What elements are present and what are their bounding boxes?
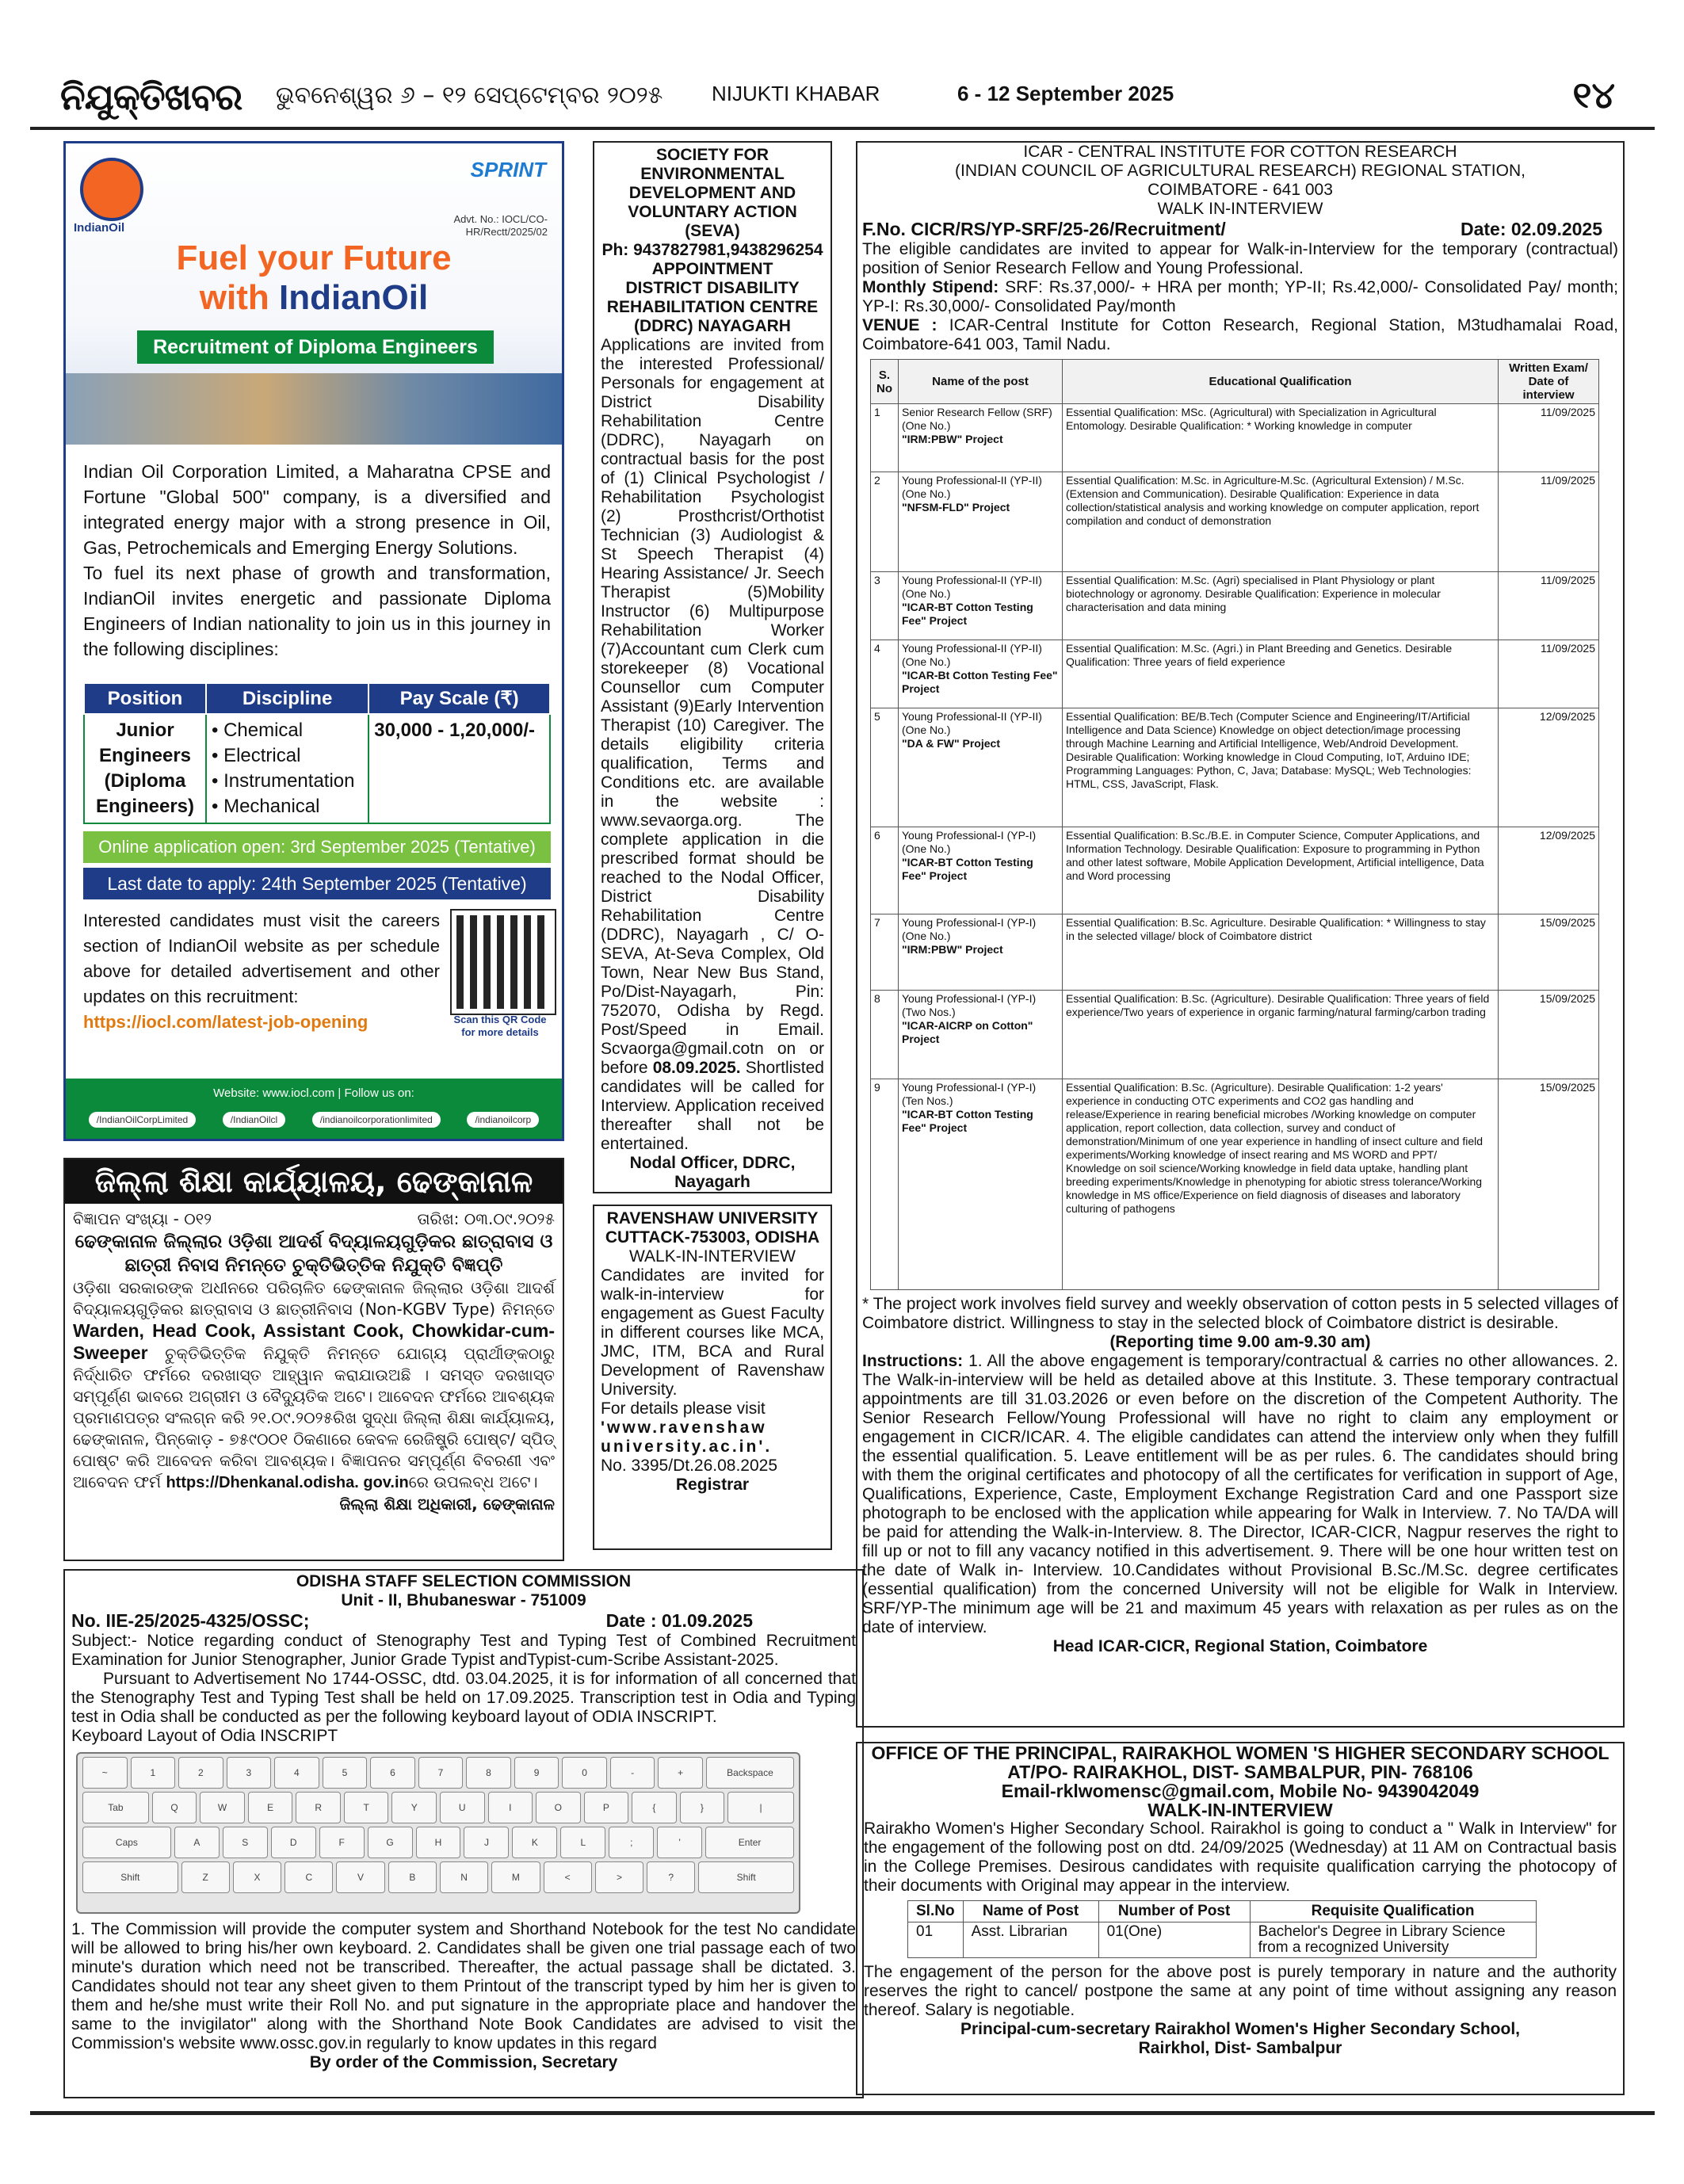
key: M [491,1861,540,1893]
odia-inscript-keyboard [76,1752,800,1914]
discipline-item: • Electrical [212,745,301,766]
rairakhol-notice [856,1742,1625,2095]
key: T [344,1792,389,1823]
row-sno: 2 [871,472,899,572]
row-post [899,640,1063,708]
key: H [416,1827,461,1858]
ossc-kbd-label: Keyboard Layout of Odia INSCRIPT [71,1727,338,1745]
key: 6 [370,1757,415,1789]
instagram-link[interactable]: /indianoilcorp [467,1112,539,1128]
iocl-last-date: Last date to apply: 24th September 2025 (Tentative) [83,868,551,899]
key: R [296,1792,341,1823]
row-date: 15/09/2025 [1499,914,1599,991]
ossc-subject: Subject:- Notice regarding conduct of Stenography Test and Typing Test of Combined Recruitment Examination for Junior Stenographer, Junior Grade Typist andTypist-cum-Scribe Assistant-2025. [71,1632,856,1669]
table-row [871,991,1599,1079]
icar-reporting: (Reporting time 9.00 am-9.30 am) [1109,1333,1371,1351]
key: ~ [82,1757,128,1789]
key: F [319,1827,365,1858]
key: N [440,1861,488,1893]
row-date: 12/09/2025 [1499,708,1599,827]
cell-slno: 01 [908,1922,964,1958]
key-enter: Enter [705,1827,794,1858]
row-sno: 1 [871,404,899,472]
ossc-body-2: 1. The Commission will provide the computer system and Shorthand Notebook for the test No candidate will be allowed to bring his/her own keyboard. 2. Candidates shall be given one trial passage each of two minute's duration which need not be transcribed. Thereafter, the actual passage shall be dictated. 3. Candidates should not tear any sheet given to them Printout of the transcript typed by him her is given to them and he/she must write their Roll No. and put signature in the appropriate place and handover the same to the invigilator" along with the Shorthand Note Book Candidates are advised to visit the Commission's website www.ossc.gov.in regularly to know updates in this regard [71,1920,856,2052]
col-position: Position [84,683,206,714]
table-row [871,572,1599,640]
iocl-website: Website: www.iocl.com | Follow us on: [213,1086,414,1100]
ravenshaw-details: For details please visit [601,1399,766,1418]
key: Q [152,1792,197,1823]
icar-ref-row [862,219,1618,240]
seva-title: SOCIETY FOR ENVIRONMENTAL DEVELOPMENT AND VOLUNTARY ACTION (SEVA) [628,146,797,240]
social-links [75,1112,552,1128]
icar-posts-table [870,359,1599,1290]
x-link[interactable]: /IndianOilcl [223,1112,285,1128]
ossc-ref-row [71,1610,753,1632]
post-project: "IRM:PBW" Project [902,943,1003,956]
sprint-logo: SPRINT [470,158,546,181]
row-post [899,827,1063,914]
seva-centre: DISTRICT DISABILITY REHABILITATION CENTRE (DDRC) NAYAGARH [606,279,819,335]
col-qualification: Educational Qualification [1063,360,1499,404]
iocl-headline [66,239,562,318]
row-qualification: Essential Qualification: B.Sc. (Agriculture). Desirable Qualification: 1-2 years' experience in conducting OTC experiments and CO2 gas handling and release/Experience in rearing beneficial microbes /Working knowledge on computer application, report collection, data collection, survey and conduct of demonstration/Minimum of one year experience in handling of insect culture and field experiments/Working knowledge of insect rearing and MS WORD and PPT/ Knowledge on soil science/Working knowledge in field data uptake, handling plant breeding experiments/Knowledge in phenotyping for abiotic stress tolerance/Working knowledge in MS office/Experience on field diagnosis of diseases and laboratory culturing of pathogens [1063,1079,1499,1290]
icar-note: * The project work involves field survey and weekly observation of cotton pests in 5 selected villages of Coimbatore district. Willingness to stay in the selected block of Coimbatore district is desirable. [862,1295,1618,1332]
col-interview-date: Written Exam/ Date of interview [1499,360,1599,404]
row-date: 11/09/2025 [1499,640,1599,708]
icar-title-2: (INDIAN COUNCIL OF AGRICULTURAL RESEARCH) REGIONAL STATION, [955,162,1526,180]
key: 0 [562,1757,607,1789]
cell-number: 01(One) [1098,1922,1250,1958]
dhenkanal-posts: Warden, Head Cook, Assistant Cook, Chowkidar-cum-Sweeper [73,1320,555,1363]
ossc-date: Date : 01.09.2025 [605,1610,753,1631]
rai-title-2: AT/PO- RAIRAKHOL, DIST- SAMBALPUR, PIN- 768106 [1007,1762,1473,1782]
iocl-headline-brand: IndianOil [278,278,429,317]
row-qualification: Essential Qualification: B.Sc./B.E. in Computer Science, Computer Applications, and Information Technology. Desirable Qualification: Exposure to programming in Python and other latest software, Mobile Application Development, Artificial intelligence, Data and Word processing [1063,827,1499,914]
post-name: Young Professional-I (YP-I) (One No.) [902,829,1037,855]
key: X [233,1861,281,1893]
key: 7 [418,1757,464,1789]
key: < [544,1861,592,1893]
row-date: 15/09/2025 [1499,1079,1599,1290]
youtube-link[interactable]: /indianoilcorporationlimited [312,1112,441,1128]
key-tab: Tab [82,1792,149,1823]
rai-walkin: WALK-IN-INTERVIEW [1147,1800,1333,1820]
post-name: Young Professional-II (YP-II) (One No.) [902,710,1042,736]
row-post [899,708,1063,827]
iocl-visit-text [83,908,440,1035]
ravenshaw-sign: Registrar [675,1476,750,1494]
row-date: 11/09/2025 [1499,472,1599,572]
rai-note: The engagement of the person for the above post is purely temporary in nature and the authority reserves the right to cancel/ postpone the same at any point of time without assigning any reason thereof. Salary is negotiable. [864,1963,1617,2019]
dhenkanal-title: ଜିଲ୍ଲା ଶିକ୍ଷା କାର୍ଯ୍ୟାଳୟ, ଢେଙ୍କାନାଳ [65,1159,563,1204]
dhenkanal-body [65,1204,563,1520]
rai-sign-1: Principal-cum-secretary Rairakhol Women's Higher Secondary School, [960,2020,1520,2038]
keyboard-row-1 [78,1754,799,1789]
post-project: "DA & FW" Project [902,737,1000,750]
row-sno: 9 [871,1079,899,1290]
refinery-illustration [66,373,562,445]
post-name: Young Professional-II (YP-II) (One No.) [902,574,1042,600]
ravenshaw-body: Candidates are invited for walk-in-interview for engagement as Guest Faculty in different courses like MCA, JMC, ITM, BCA and Rural Development of Ravenshaw University. [601,1266,824,1399]
discipline-item: • Mechanical [212,796,320,817]
iocl-intro: Indian Oil Corporation Limited, a Maharatna CPSE and Fortune "Global 500" company, is a diversified and integrated energy major with a strong presence in Oil, Gas, Petrochemicals and Emerging Energy Solutions. [83,461,551,558]
icar-venue [862,316,1618,354]
iocl-headline-2 [66,278,562,318]
ossc-no: No. IIE-25/2025-4325/OSSC; [71,1610,310,1631]
key: D [271,1827,316,1858]
icar-notice [856,141,1625,1728]
key: 3 [227,1757,272,1789]
discipline-cell [206,714,368,823]
key: 5 [323,1757,368,1789]
col-discipline: Discipline [206,683,368,714]
icar-sign: Head ICAR-CICR, Regional Station, Coimbatore [1052,1637,1428,1655]
row-date: 11/09/2025 [1499,572,1599,640]
ossc-unit: Unit - II, Bhubaneswar - 751009 [341,1591,586,1609]
key: - [610,1757,655,1789]
icar-venue-text: ICAR-Central Institute for Cotton Research, Regional Station, M3tudhamalai Road, Coimbatore-641 003, Tamil Nadu. [862,316,1618,353]
key: C [284,1861,333,1893]
seva-appointment: APPOINTMENT [651,260,773,278]
pay-scale-cell: 30,000 - 1,20,000/- [368,714,550,823]
dhenkanal-subject: ଢେଙ୍କାନାଳ ଜିଲ୍ଲାର ଓଡ଼ିଶା ଆଦର୍ଶ ବିଦ୍ୟାଳୟଗୁଡ଼ିକର ଛାତ୍ରାବାସ ଓ ଛାତ୍ରୀ ନିବାସ ନିମନ୍ତେ ଚୁକ୍ତିଭିତ୍ତିକ ନିଯୁକ୍ତି ବିଜ୍ଞପ୍ତି [74,1231,553,1276]
post-project: "ICAR-BT Cotton Testing Fee" Project [902,1108,1033,1134]
ossc-sign: By order of the Commission, Secretary [309,2053,618,2071]
ravenshaw-title-2: CUTTACK-753003, ODISHA [605,1228,820,1247]
row-qualification: Essential Qualification: B.Sc. Agriculture. Desirable Qualification: * Willingness to stay in the selected village/ block of Coimbatore district [1063,914,1499,991]
dhenkanal-date: ତାରିଖ: ୦୩.୦୯.୨୦୨୫ [417,1209,555,1228]
post-project: "ICAR-AICRP on Cotton" Project [902,1019,1033,1045]
key: 8 [466,1757,511,1789]
row-qualification: Essential Qualification: M.Sc. (Agri) specialised in Plant Physiology or plant biotechnology or agronomy. Desirable Qualification: Experience in molecular characterisation and data mining [1063,572,1499,640]
iocl-headline-1: Fuel your Future [176,239,452,277]
dhenkanal-sign: ଜିଲ୍ଲା ଶିକ୍ଷା ଅଧିକାରୀ, ଢେଙ୍କାନାଳ [339,1495,555,1514]
masthead-date: 6 - 12 September 2025 [957,82,1174,105]
col-number: Number of Post [1098,1901,1250,1922]
key: 4 [274,1757,319,1789]
row-post [899,472,1063,572]
icar-date: Date: 02.09.2025 [1460,219,1602,239]
table-row [871,914,1599,991]
seva-body-text: Applications are invited from the interested Professional/ Personals for engagement at District Disability Rehabilitation Centre (DDRC), Nayagarh on contractual basis for the post of (1) Clinical Psychologist / Rehabilitation Psychologist (2) Prosthcrist/Orthotist Technician (3) Audiologist & St Speech Therapist (4) Hearing Assistance/ Jr. Seech Therapist (5)Mobility Instructor (6) Multipurpose Rehabilitation Worker (7)Accountant cum Clerk cum storekeeper (8) Vocational Counsellor cum Computer Assistant (9)Early Intervention Therapist (10) Caregiver. The details eligibility criteria qualification, Terms and Conditions etc. are available in the website : www.sevaorga.org. The complete application in die prescribed format should be reached to the Nodal Officer, District Disability Rehabilitation Centre (DDRC), Nayagarh , C/ O-SEVA, At-Seva Complex, Old Town, Near New Bus Stand, Po/Dist-Nayagarh, Pin: 752070, Odisha by Regd. Post/Speed in Email. Scvaorga@gmail.cotn on or before [601,336,824,1077]
key: K [512,1827,557,1858]
key: 1 [131,1757,176,1789]
seva-deadline: 08.09.2025. [652,1059,741,1077]
post-project: "IRM:PBW" Project [902,433,1003,445]
rai-sign-2: Rairkhol, Dist- Sambalpur [1138,2039,1342,2057]
iocl-position-table [83,682,551,824]
key: S [223,1827,268,1858]
ossc-notice [63,1569,864,2098]
keyboard-row-4 [78,1858,799,1893]
post-project: "ICAR-BT Cotton Testing Fee" Project [902,601,1033,627]
dhenkanal-text-3: ରେ ଉପଲବ୍ଧ ଅଟେ। [408,1472,538,1491]
facebook-link[interactable]: /IndianOilCorpLimited [89,1112,196,1128]
dhenkanal-text-2: ଚୁକ୍ତିଭିତ୍ତିକ ନିଯୁକ୍ତି ନିମନ୍ତେ ଯୋଗ୍ୟ ପ୍ରାର୍ଥୀଙ୍କଠାରୁ ନିର୍ଦ୍ଧାରିତ ଫର୍ମରେ ଦରଖାସ୍ତ ଆହ୍ୱାନ କରାଯାଉଅଛି । ସମସ୍ତ ଦରଖାସ୍ତ ସମ୍ପୂର୍ଣ୍ଣ ଭାବରେ ଅଗ୍ରୀମ ଓ ବୈଦ୍ୟୁତିକ ଅଟେ। ଆବେଦନ ଫର୍ମରେ ଆବଶ୍ୟକ ପ୍ରମାଣପତ୍ର ସଂଲଗ୍ନ କରି ୨୧.୦୯.୨୦୨୫ରିଖ ସୁଦ୍ଧା ଜିଲ୍ଲା ଶିକ୍ଷା କାର୍ଯ୍ୟାଳୟ, ଢେଙ୍କାନାଳ, ପିନ୍‌କୋଡ଼ - ୭୫୯୦୦୧ ଠିକଣାରେ କେବଳ ରେଜିଷ୍ଟ୍ରି ପୋଷ୍ଟ/ ସ୍ପିଡ୍ ପୋଷ୍ଟ କରି ଆବେଦନ କରିବା ଆବଶ୍ୟକ। ବିଜ୍ଞାପନର ସମ୍ପୂର୍ଣ୍ଣ ବିବରଣୀ ଏବଂ ଆବେଦନ ଫର୍ମ [73,1344,555,1491]
dhenkanal-notice [63,1158,564,1561]
iocl-banner: Recruitment of Diploma Engineers [137,330,494,364]
post-name: Young Professional-I (YP-I) (One No.) [902,916,1037,942]
masthead-logo: ନିଯୁକ୍ତିଖବର [60,75,242,118]
qr-caption: Scan this QR Code for more details [453,1014,547,1038]
ravenshaw-walkin: WALK-IN-INTERVIEW [628,1247,796,1266]
icar-instr-label: Instructions: [862,1352,964,1370]
key: Z [181,1861,230,1893]
seva-sign-2: Nayagarh [674,1173,750,1191]
icar-stipend-label: Monthly Stipend: [862,278,999,296]
dhenkanal-link[interactable]: https://Dhenkanal.odisha. gov.in [166,1474,409,1491]
row-sno: 4 [871,640,899,708]
iocl-advertisement [63,141,564,1141]
qr-code-icon[interactable] [452,911,555,1014]
iocl-body [83,459,551,662]
table-row [908,1922,1537,1958]
page-bottom-rule [30,2111,1655,2115]
post-project: "NFSM-FLD" Project [902,501,1010,514]
key: ' [657,1827,702,1858]
table-row [871,1079,1599,1290]
post-name: Young Professional-I (YP-I) (Ten Nos.) [902,1081,1037,1107]
row-sno: 7 [871,914,899,991]
iocl-application-open: Online application open: 3rd September 2025 (Tentative) [83,831,551,863]
col-post: Name of the post [899,360,1063,404]
table-row [871,708,1599,827]
key: 9 [514,1757,559,1789]
ossc-title: ODISHA STAFF SELECTION COMMISSION [296,1572,632,1590]
col-name: Name of Post [963,1901,1098,1922]
dhenkanal-body-1 [73,1277,555,1494]
row-post [899,914,1063,991]
row-date: 11/09/2025 [1499,404,1599,472]
row-date: 12/09/2025 [1499,827,1599,914]
key: U [440,1792,485,1823]
col-slno: Sl.No [908,1901,964,1922]
keyboard-row-2 [78,1789,799,1823]
key: W [200,1792,245,1823]
icar-title-3: COIMBATORE - 641 003 [1147,181,1333,199]
ravenshaw-title-1: RAVENSHAW UNIVERSITY [606,1209,819,1228]
key: ; [609,1827,654,1858]
seva-notice [593,141,832,1193]
cell-name: Asst. Librarian [963,1922,1098,1958]
icar-intro: The eligible candidates are invited to appear for Walk-in-Interview for the temporary (contractual) position of Senior Research Fellow and Young Professional. [862,240,1618,277]
masthead-paper-name: NIJUKTI KHABAR [712,82,880,105]
table-row [871,472,1599,572]
dhenkanal-ref-row [73,1208,555,1230]
key: L [560,1827,605,1858]
table-row [871,827,1599,914]
icar-walkin: WALK IN-INTERVIEW [1157,200,1323,218]
key: E [248,1792,293,1823]
table-row [871,640,1599,708]
key-caps: Caps [82,1827,171,1858]
icar-instructions [862,1352,1618,1637]
discipline-item: • Chemical [212,720,304,741]
icar-stipend-text: SRF: Rs.37,000/- + HRA per month; YP-II; Rs.42,000/- Consolidated Pay/ month; YP-I: Rs.30,000/- Consolidated Pay/month [862,278,1618,315]
col-qualification: Requisite Qualification [1250,1901,1536,1922]
key: ? [647,1861,695,1893]
col-sno: S. No [871,360,899,404]
iocl-footer [66,1079,562,1141]
icar-stipend [862,278,1618,316]
key: O [536,1792,581,1823]
key: > [595,1861,643,1893]
ravenshaw-ref: No. 3395/Dt.26.08.2025 [601,1457,778,1475]
iocl-advt-no: Advt. No.: IOCL/CO-HR/Rectt/2025/02 [453,213,548,238]
row-qualification: Essential Qualification: BE/B.Tech (Computer Science and Engineering/IT/Artificial Intelligence and Data Science) Knowledge on object detection/image processing through Machine Learning and Artificial Intelligence, Web/Android Development. Desirable Qualification: Working knowledge in Cloud Computing, IoT, Arduino IDE; Programming Languages: Python, C, Java; Database: MySQL; Web Technologies: HTML, CSS, JavaScript, Flask. [1063,708,1499,827]
keyboard-row-3 [78,1823,799,1858]
row-post [899,404,1063,472]
seva-body [601,336,824,1154]
key: P [584,1792,629,1823]
position-cell: Junior Engineers (Diploma Engineers) [84,714,206,823]
row-qualification: Essential Qualification: MSc. (Agricultural) with Specialization in Agricultural Entomology. Desirable Qualification: * Working knowledge in computer [1063,404,1499,472]
key: B [388,1861,437,1893]
key-backspace: Backspace [706,1757,794,1789]
key: } [680,1792,725,1823]
iocl-invite: To fuel its next phase of growth and transformation, IndianOil invites energetic and passionate Diploma Engineers of Indian nationality to join us in this journey in the following disciplines: [83,563,551,659]
key: { [632,1792,677,1823]
key: + [658,1757,703,1789]
ravenshaw-site[interactable]: 'www.ravenshaw university.ac.in'. [601,1418,773,1456]
discipline-item: • Instrumentation [212,770,355,792]
row-sno: 3 [871,572,899,640]
ravenshaw-notice [593,1205,832,1550]
icar-venue-label: VENUE : [862,316,937,334]
seva-sign-1: Nodal Officer, DDRC, [629,1154,796,1172]
rai-email: Email-rklwomensc@gmail.com, Mobile No- 9439042049 [1001,1781,1480,1801]
page-number: ୧୪ [1572,74,1615,116]
dhenkanal-text-1: ଓଡ଼ିଶା ସରକାରଙ୍କ ଅଧୀନରେ ପରିଚାଳିତ ଢେଙ୍କାନାଳ ଜିଲ୍ଲାର ଓଡ଼ିଶା ଆଦର୍ଶ ବିଦ୍ୟାଳୟଗୁଡ଼ିକର ଛାତ୍ରାବାସ ଓ ଛାତ୍ରୀନିବାସ (Non-KGBV Type) ନିମନ୍ତେ [73,1278,555,1319]
rai-body: Rairakho Women's Higher Secondary School. Rairakhol is going to conduct a " Walk in Interview" for the engagement of the following post on dtd. 24/09/2025 (Wednesday) at 11 AM on Contractual basis in the College Premises. Desirous candidates with requisite qualification carrying the photocopy of their documents with Original may appear in the interview. [864,1819,1617,1895]
row-post [899,1079,1063,1290]
iocl-headline-2-pre: with [199,278,279,317]
iocl-visit-body: Interested candidates must visit the careers section of IndianOil website as per schedule above for detailed advertisement and other updates on this recruitment: [83,911,440,1006]
iocl-logo-text: IndianOil [74,221,125,235]
rai-post-table [907,1900,1537,1958]
key-shift: Shift [698,1861,794,1893]
post-project: "ICAR-BT Cotton Testing Fee" Project [902,856,1033,882]
key: V [336,1861,384,1893]
rai-title-1: OFFICE OF THE PRINCIPAL, RAIRAKHOL WOMEN 'S HIGHER SECONDARY SCHOOL [871,1743,1610,1763]
seva-phone: Ph: 9437827981,9438296254 [601,241,823,259]
indianoil-logo-icon [80,158,143,221]
row-qualification: Essential Qualification: B.Sc. (Agriculture). Desirable Qualification: Three years of field experience/Two years of experience in organic farming/natural farming/carbon trading [1063,991,1499,1079]
key: G [368,1827,413,1858]
post-name: Young Professional-I (YP-I) (Two Nos.) [902,992,1037,1018]
key: Y [391,1792,437,1823]
post-name: Senior Research Fellow (SRF) (One No.) [902,406,1052,432]
key: 2 [178,1757,223,1789]
ossc-body-1: Pursuant to Advertisement No 1744-OSSC, dtd. 03.04.2025, it is for information of all concerned that the Stenography Test and Typing Test shall be held on 17.09.2025. Transcription test in Odia and Typing test in Odia shall be conducted as per the following keyboard layout of ODIA INSCRIPT. [71,1670,856,1726]
row-post [899,991,1063,1079]
cell-qualification: Bachelor's Degree in Library Science from a recognized University [1250,1922,1536,1958]
key: A [174,1827,220,1858]
row-qualification: Essential Qualification: M.Sc. (Agri.) in Plant Breeding and Genetics. Desirable Qualification: Three years of field experience [1063,640,1499,708]
table-row [871,404,1599,472]
row-post [899,572,1063,640]
post-name: Young Professional-II (YP-II) (One No.) [902,474,1042,500]
masthead [30,75,1655,123]
row-qualification: Essential Qualification: M.Sc. in Agriculture-M.Sc. (Agricultural Extension) / M.Sc. (Extension and Communication). Desirable Qualification: Experience in data collection/statistical analysis and working knowledge on computer application, report compilation and conduct of demonstration [1063,472,1499,572]
seva-body-end: Shortlisted candidates will be called for Interview. Application received thereafter shall not be entertained. [601,1059,824,1153]
masthead-date-odia: ଭୁବନେଶ୍ୱର ୬ – ୧୨ ସେପ୍ଟେମ୍ବର ୨୦୨୫ [276,82,663,109]
icar-title-1: ICAR - CENTRAL INSTITUTE FOR COTTON RESEARCH [1023,143,1457,161]
key: | [727,1792,794,1823]
post-name: Young Professional-II (YP-II) (One No.) [902,642,1042,668]
row-sno: 5 [871,708,899,827]
post-project: "ICAR-Bt Cotton Testing Fee" Project [902,669,1058,695]
row-date: 15/09/2025 [1499,991,1599,1079]
key-shift: Shift [82,1861,178,1893]
icar-instr-text: 1. All the above engagement is temporary/contractual & carries no other allowances. 2. The Walk-in-interview will be held as detailed above at this Institute. 3. These temporary contractual appointments are till 31.03.2026 or even before on the discretion of the Competent Authority. The Senior Research Fellow/Young Professional will have no right to claim any employment or engagement in CICR/ICAR. 4. The eligible candidates can attend the interview only when they fulfill the essential qualification. 5. Leave entitlement will be as per rules. 6. The candidates should bring with them the original certificates and photocopy of all the certificates for verification in support of Age, Qualifications, Experience, Caste, Employment Exchange Registration Card and one Passport size photograph to be enclosed with the application while appearing for Walk in Interview. 7. No TA/DA will be paid for attending the Walk-in-Interview. 8. The Director, ICAR-CICR, Nagpur reserves the right to fill up or not to fill any vacancy notified in this advertisement. 9. There will be one hour written test on the date of Walk in- Interview. 10.Candidates without Provisional B.Sc./M.Sc. degree certificates (essential qualification) from the concerned University will not be eligible for Walk in Interview. SRF/YP-The minimum age will be 21 and maximum 45 years with relaxation as per rules as on the date of interview. [862,1352,1618,1636]
dhenkanal-adv-no: ବିଜ୍ଞାପନ ସଂଖ୍ୟା - ୦୧୨ [73,1209,212,1228]
col-pay-scale: Pay Scale (₹) [368,683,550,714]
masthead-rule [30,127,1655,130]
row-sno: 8 [871,991,899,1079]
key: I [488,1792,533,1823]
iocl-careers-link[interactable]: https://iocl.com/latest-job-opening [83,1012,368,1032]
row-sno: 6 [871,827,899,914]
icar-file-no: F.No. CICR/RS/YP-SRF/25-26/Recruitment/ [862,219,1226,239]
key: J [464,1827,509,1858]
